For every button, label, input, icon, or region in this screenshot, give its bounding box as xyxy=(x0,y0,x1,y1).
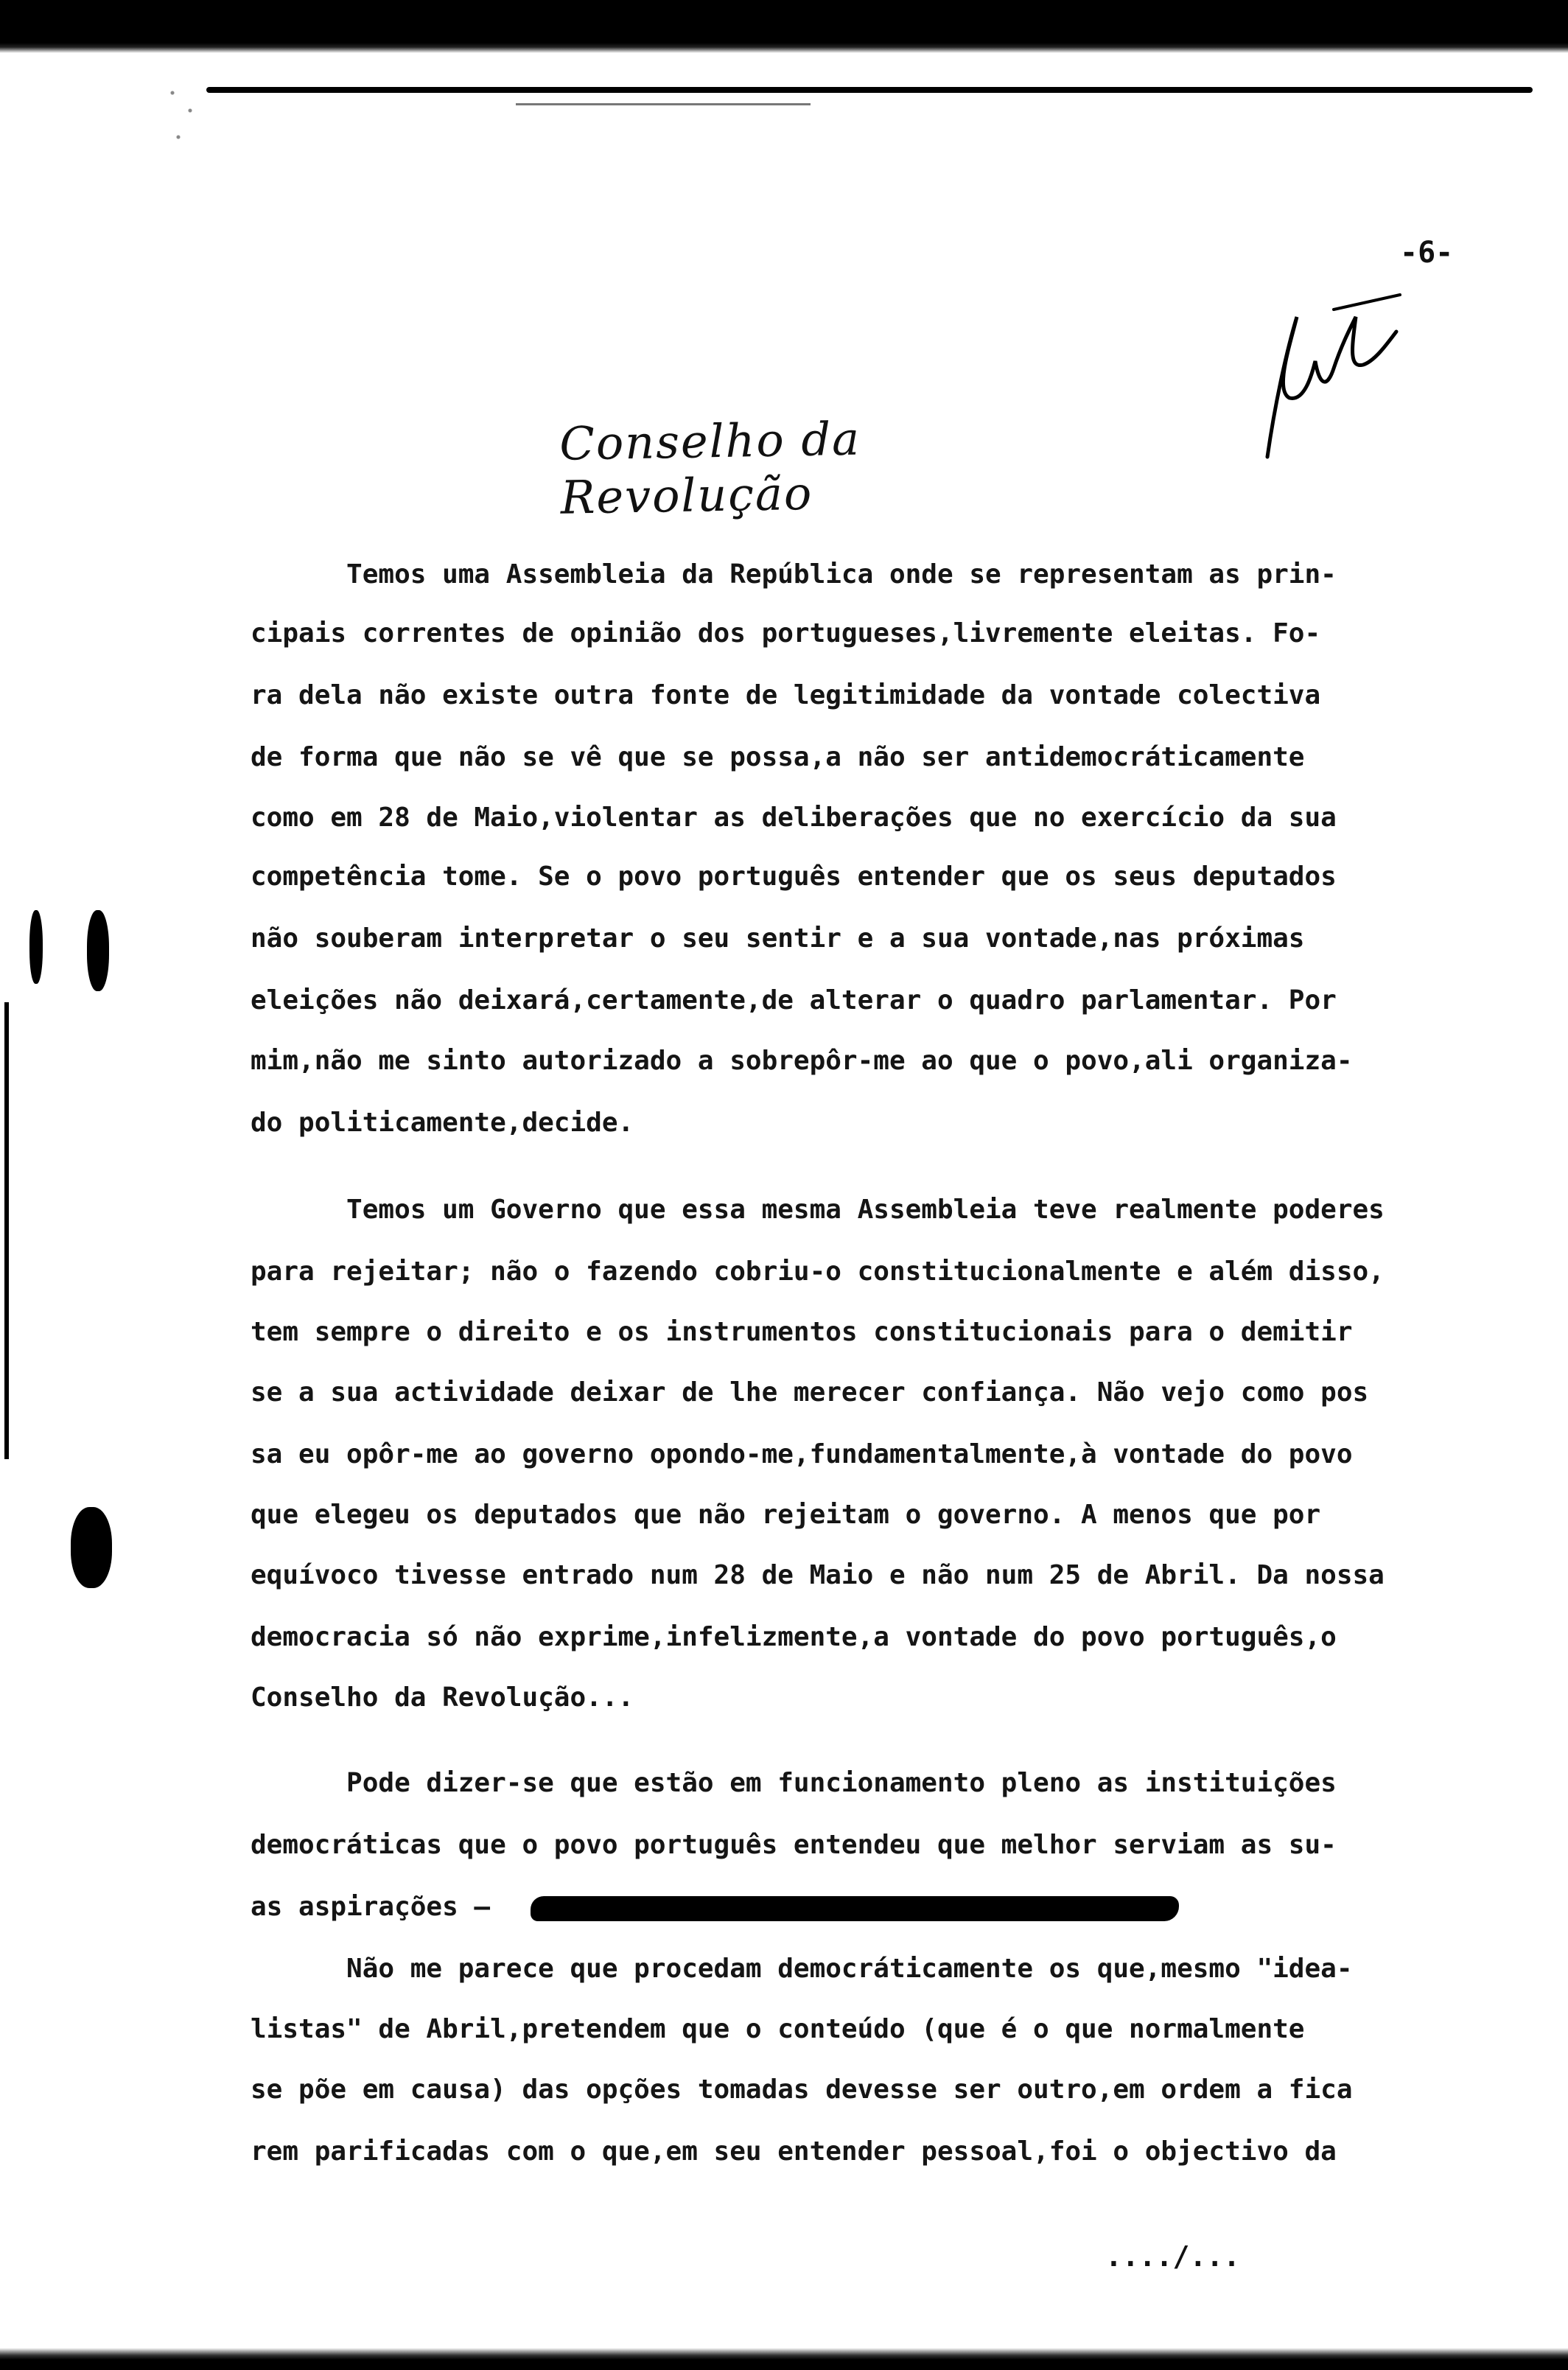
scan-top-border xyxy=(0,0,1568,53)
text-line: mim,não me sinto autorizado a sobrepôr-me ao que o povo,ali organiza- xyxy=(251,1046,1353,1076)
scan-speckle xyxy=(155,66,214,155)
continuation-marker: ..../... xyxy=(1105,2240,1241,2273)
letterhead-title: Conselho da Revolução xyxy=(559,411,861,525)
punch-hole-mark xyxy=(29,910,43,984)
text-line: como em 28 de Maio,violentar as deliberações que no exercício da sua xyxy=(251,803,1337,833)
text-line: ra dela não existe outra fonte de legitimidade da vontade colectiva xyxy=(251,680,1321,710)
redacted-text xyxy=(531,1896,1179,1921)
text-line: equívoco tivesse entrado num 28 de Maio e não num 25 de Abril. Da nossa xyxy=(251,1560,1385,1590)
letterhead-rule-faint xyxy=(516,103,811,105)
text-line: que elegeu os deputados que não rejeitam o governo. A menos que por xyxy=(251,1500,1321,1530)
text-line: se a sua actividade deixar de lhe merecer confiança. Não vejo como pos xyxy=(251,1377,1369,1408)
text-line: Temos uma Assembleia da República onde se representam as prin- xyxy=(251,559,1337,590)
text-line: de forma que não se vê que se possa,a não ser antidemocráticamente xyxy=(251,742,1305,772)
text-line: Temos um Governo que essa mesma Assembleia teve realmente poderes xyxy=(251,1195,1385,1225)
text-line: tem sempre o direito e os instrumentos constitucionais para o demitir xyxy=(251,1317,1353,1347)
text-line: Pode dizer-se que estão em funcionamento pleno as instituições xyxy=(251,1768,1337,1798)
text-line: Não me parece que procedam democráticamente os que,mesmo "idea- xyxy=(251,1954,1353,1984)
text-line: eleições não deixará,certamente,de alterar o quadro parlamentar. Por xyxy=(251,985,1337,1016)
text-line: se põe em causa) das opções tomadas devesse ser outro,em ordem a fica xyxy=(251,2074,1353,2105)
text-line: sa eu opôr-me ao governo opondo-me,fundamentalmente,à vontade do povo xyxy=(251,1439,1353,1469)
text-line: cipais correntes de opinião dos portugueses,livremente eleitas. Fo- xyxy=(251,618,1321,649)
text-line: rem parificadas com o que,em seu entender pessoal,foi o objectivo da xyxy=(251,2136,1337,2167)
scan-bottom-border xyxy=(0,2348,1568,2370)
text-line: não souberam interpretar o seu sentir e a sua vontade,nas próximas xyxy=(251,923,1305,954)
text-line: listas" de Abril,pretendem que o conteúdo (que é o que normalmente xyxy=(251,2014,1305,2044)
text-line: democráticas que o povo português entendeu que melhor serviam as su- xyxy=(251,1830,1337,1860)
text-line: para rejeitar; não o fazendo cobriu-o constitucionalmente e além disso, xyxy=(251,1256,1385,1287)
binding-edge xyxy=(4,1002,9,1459)
handwritten-signature xyxy=(1245,287,1407,472)
text-line: do politicamente,decide. xyxy=(251,1108,634,1138)
text-line: Conselho da Revolução... xyxy=(251,1682,634,1713)
punch-hole-mark xyxy=(71,1507,112,1588)
page-number: -6- xyxy=(1400,236,1454,270)
text-line: as aspirações — xyxy=(251,1892,491,1922)
text-line: competência tome. Se o povo português entender que os seus deputados xyxy=(251,861,1337,892)
text-line: democracia só não exprime,infelizmente,a vontade do povo português,o xyxy=(251,1622,1337,1652)
letterhead-rule xyxy=(206,87,1533,93)
punch-hole-mark xyxy=(87,910,109,991)
